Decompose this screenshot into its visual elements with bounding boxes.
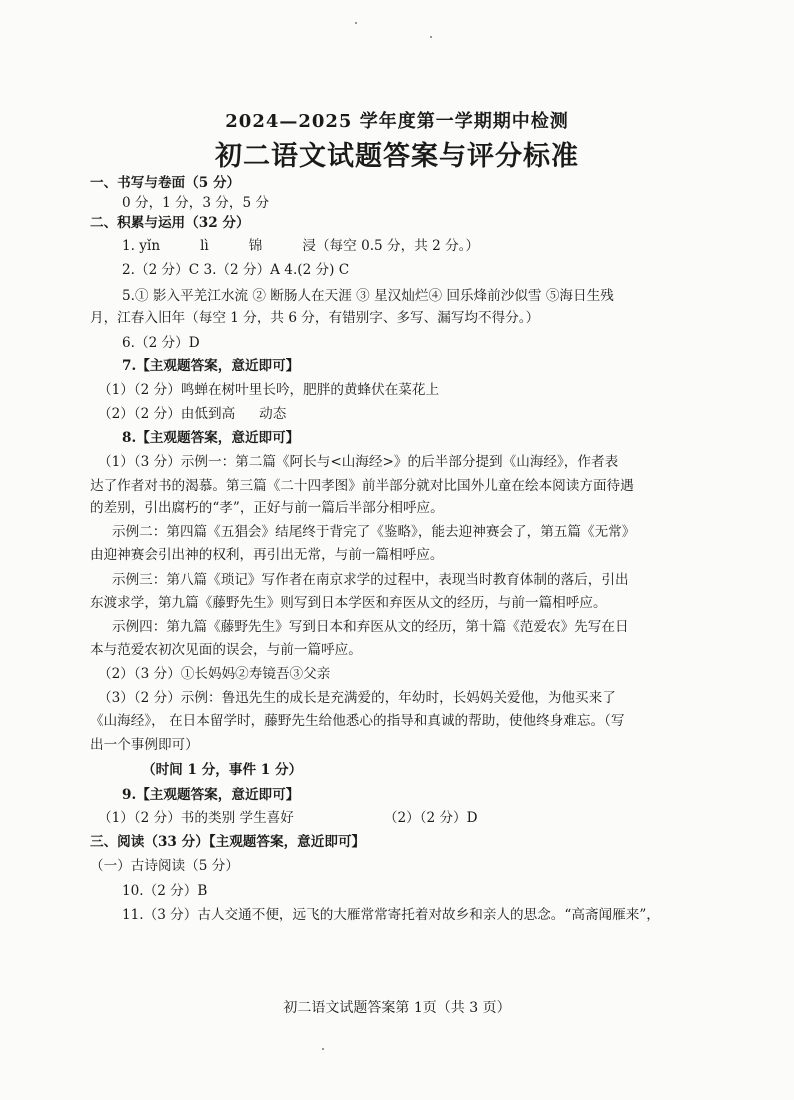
answer-line	[98, 808, 478, 828]
page-footer: 初二语文试题答案第 1页（共 3 页）	[283, 1000, 511, 1016]
exam-title-year: 2024—2025 学年度第一学期期中检测	[225, 111, 569, 132]
answer-line	[98, 404, 286, 424]
answer-token: （2）（2 分）D	[383, 810, 478, 826]
answer-line: 6.（2 分）D	[122, 335, 200, 351]
answer-token: 浸（每空 0.5 分，共 2 分。）	[302, 238, 480, 254]
answer-line: 的差别，引出腐朽的“孝”，正好与前一篇后半部分相呼应。	[90, 500, 444, 516]
question-heading: 8.【主观题答案，意近即可】	[122, 430, 300, 446]
scoring-note: （时间 1 分，事件 1 分）	[142, 762, 303, 778]
answer-token: （2）（2 分）由低到高	[98, 406, 236, 422]
answer-line: 东渡求学，第九篇《藤野先生》则写到日本学医和弃医从文的经历，与前一篇相呼应。	[90, 595, 607, 611]
answer-line: 示例三：第八篇《琐记》写作者在南京求学的过程中，表现当时教育体制的落后，引出	[112, 572, 629, 588]
answer-token: 锦	[248, 238, 263, 254]
answer-line: 示例二：第四篇《五猖会》结尾终于背完了《鉴略》，能去迎神赛会了，第五篇《无常》	[112, 524, 636, 540]
answer-token: 1. yǐn	[122, 238, 161, 254]
section-heading: 三、阅读（33 分）【主观题答案，意近即可】	[90, 834, 366, 850]
answer-line: 10.（2 分）B	[122, 883, 208, 899]
section-heading: 二、积累与运用（32 分）	[90, 215, 250, 231]
answer-line: 由迎神赛会引出神的权利，再引出无常，与前一篇相呼应。	[90, 547, 444, 563]
answer-line: （1）（2 分）鸣蝉在树叶里长吟，肥胖的黄蜂伏在菜花上	[98, 382, 440, 398]
answer-token: 动态	[259, 406, 287, 422]
answer-line: 11.（3 分）古人交通不便，远飞的大雁常常寄托着对故乡和亲人的思念。“高斋闻雁来”，	[122, 907, 660, 923]
scan-speck	[355, 22, 357, 24]
section-heading: 一、书写与卷面（5 分）	[90, 175, 241, 191]
answer-line: （3）（2 分）示例：鲁迅先生的成长是充满爱的，年幼时，长妈妈关爱他，为他买来了	[98, 690, 616, 706]
scan-speck	[430, 36, 432, 38]
answer-line: 出一个事例即可）	[90, 737, 199, 753]
answer-line: 《山海经》， 在日本留学时，藤野先生给他悉心的指导和真诚的帮助，使他终身难忘。（写	[90, 713, 625, 729]
answer-token: lì	[200, 238, 209, 254]
question-heading: 9.【主观题答案，意近即可】	[122, 787, 300, 803]
answer-line: 5.① 影入平羌江水流 ② 断肠人在天涯 ③ 星汉灿烂④ 回乐烽前沙似雪 ⑤海日生残	[122, 288, 614, 304]
answer-line: 月，江春入旧年（每空 1 分，共 6 分，有错别字、多写、漏写均不得分。）	[90, 310, 540, 326]
answer-line: 达了作者对书的渴慕。第三篇《二十四孝图》前半部分就对比国外儿童在绘本阅读方面待遇	[90, 478, 634, 494]
scan-speck	[322, 1048, 324, 1050]
answer-token: （1）（2 分）书的类别 学生喜好	[98, 810, 294, 826]
subsection-heading: （一）古诗阅读（5 分）	[90, 858, 239, 874]
answer-line: 本与范爱农初次见面的误会，与前一篇呼应。	[90, 642, 362, 658]
answer-line: （2）（3 分）①长妈妈②寿镜吾③父亲	[98, 666, 331, 682]
question-heading: 7.【主观题答案，意近即可】	[122, 358, 300, 374]
answer-line: 示例四：第九篇《藤野先生》写到日本和弃医从文的经历，第十篇《范爱农》先写在日	[112, 619, 629, 635]
exam-title-main: 初二语文试题答案与评分标准	[215, 141, 579, 172]
answer-line: 2.（2 分）C 3.（2 分）A 4.(2 分) C	[122, 262, 350, 278]
answer-line: 0 分，1 分，3 分，5 分	[122, 195, 270, 211]
answer-line	[122, 236, 479, 256]
answer-line: （1）（3 分）示例一：第二篇《阿长与<山海经>》的后半部分提到《山海经》，作者表	[98, 454, 619, 470]
